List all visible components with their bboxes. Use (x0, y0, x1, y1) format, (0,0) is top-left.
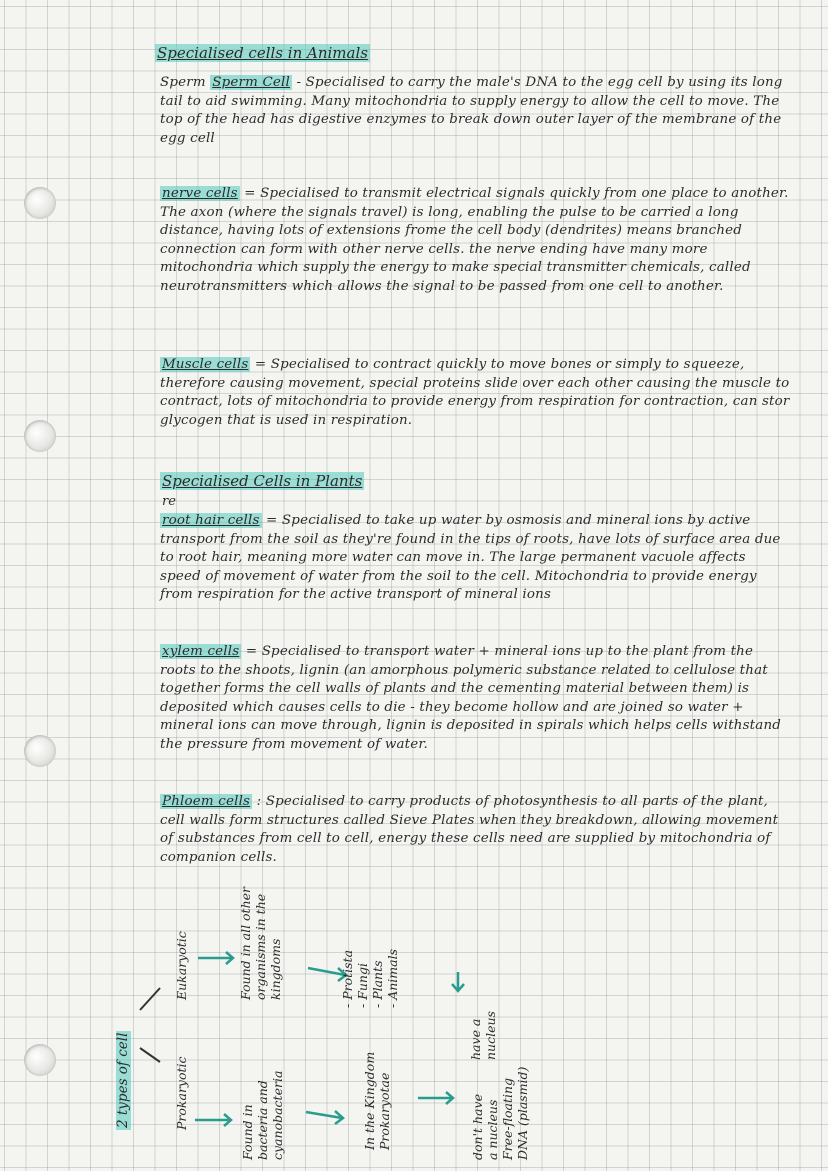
eukaryotic-nucleus: have a nucleus (468, 1011, 498, 1060)
muscle-cell-text: = Specialised to contract quickly to move bones or simply to squeeze, therefore causing movement, special proteins slide over each other causing the muscle to contract, lots of mitochondria to provide energy from respiration for contraction, can stor glycogen that is used in respiration. (160, 357, 790, 428)
xylem-paragraph (160, 643, 790, 754)
root-hair-paragraph (160, 512, 790, 605)
xylem-term: xylem cells (162, 644, 240, 659)
punch-hole (24, 1044, 56, 1076)
punch-hole (24, 420, 56, 452)
animals-heading: Specialised cells in Animals (157, 44, 368, 62)
punch-hole (24, 187, 56, 219)
phloem-term: Phloem cells (162, 794, 251, 809)
eukaryotic-kingdoms: - Protista - Fungi - Plants - Animals (340, 949, 400, 1008)
eukaryotic-found: Found in all other organisms in the kingdoms (238, 886, 283, 1000)
sperm-cell-text: - Specialised to carry the male's DNA to the egg cell by using its long tail to aid swimming. Many mitochondria to supply energy to allow the cell to move. The top of the head has digestive enzymes to break down outer layer of the membrane of the egg cell (160, 75, 783, 146)
phloem-text: : Specialised to carry products of photosynthesis to all parts of the plant, cell walls form structures called Sieve Plates when they breakdown, allowing movement of substances from cell to cell, energy these cells need are supplied by mitochondria of companion cells. (160, 794, 779, 865)
nerve-cell-paragraph (160, 185, 790, 296)
root-hair-text: = Specialised to take up water by osmosis and mineral ions by active transport from the soil as they're found in the tips of roots, have lots of surface area due to root hair, meaning more water can move in. The large permanent vacuole affects speed of movement of water from the soil to the cell. Mitochondria to provide energy from respiration for the active transport of mineral ions (160, 513, 781, 602)
nerve-cell-text: = Specialised to transmit electrical signals quickly from one place to another. The axon (where the signals travel) is long, enabling the pulse to be carried a long distance, having lots of extensions frome the cell body (dendrites) means branched connection can form with other nerve cells. the nerve ending have many more mitochondria which supply the energy to make special transmitter chemicals, called neurotransmitters which allows the signal to be passed from one cell to another. (160, 186, 789, 294)
sperm-cell-paragraph (160, 74, 790, 148)
prokaryotic-found: Found in bacteria and cyanobacteria (240, 1070, 285, 1160)
xylem-text: = Specialised to transport water + mineral ions up to the plant from the roots to the shoots, lignin (an amorphous polymeric substance related to cellulose that together forms the cell walls of plants and the cementing material between them) is deposited which causes cells to die - they become hollow and are joined so water + mineral ions can move through, lignin is deposited in spirals which helps cells withstand the pressure from movement of water. (160, 644, 782, 752)
sperm-cell-term: Sperm Cell (212, 75, 291, 90)
muscle-cell-paragraph (160, 356, 790, 430)
eukaryotic-label: Eukaryotic (174, 931, 189, 1000)
punch-hole (24, 735, 56, 767)
prokaryotic-kingdom: In the Kingdom Prokaryotae (362, 1051, 392, 1150)
phloem-paragraph (160, 793, 790, 867)
sperm-prefix: Sperm (160, 75, 206, 90)
scribble-text: re (162, 494, 176, 509)
plants-heading: Specialised Cells in Plants (162, 472, 363, 490)
nerve-cell-term: nerve cells (162, 186, 238, 201)
prokaryotic-label: Prokaryotic (174, 1056, 189, 1130)
prokaryotic-nucleus: don't have a nucleus Free-floating DNA (plasmid) (470, 1066, 530, 1160)
muscle-cell-term: Muscle cells (162, 357, 249, 372)
root-hair-term: root hair cells (162, 513, 260, 528)
diagram-root-label: 2 types of cell (115, 1032, 131, 1128)
